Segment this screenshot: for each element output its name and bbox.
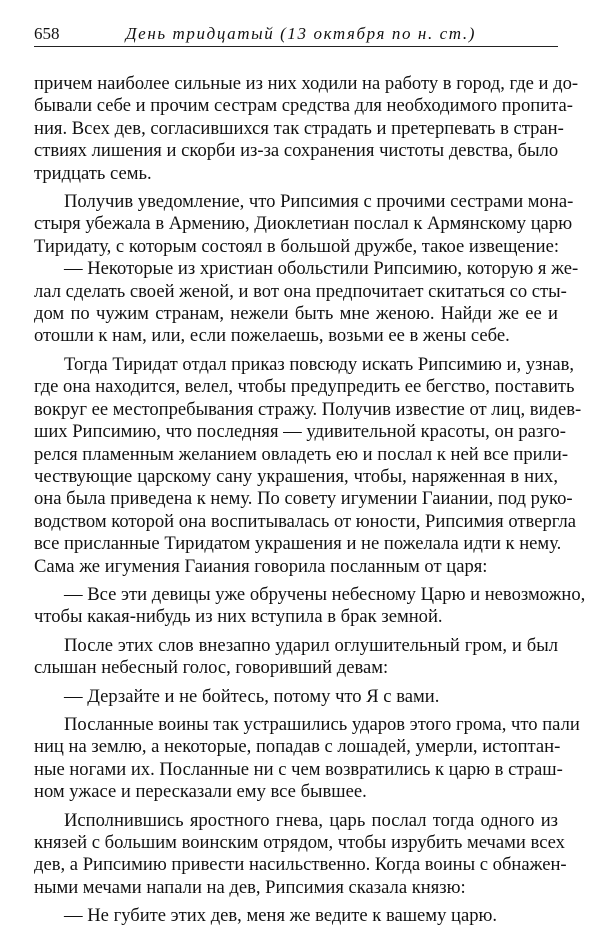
paragraph-3-quote (34, 258, 579, 348)
text-line: причем наиболее сильные из них ходили на работу в город, где и до- (34, 73, 579, 94)
text-line: Посланные воины так устрашились ударов этого грома, что пали (64, 713, 580, 735)
paragraph-9 (34, 809, 567, 900)
text-line: все присланные Тиридатом украшения и не пожелала идти к нему. (34, 533, 562, 555)
text-line: лал сделать своей женой, и вот она предпочитает скитаться со сты- (34, 280, 567, 302)
text-line: дом по чужим странам, нежели быть мне женою. Найди же ее и (34, 303, 558, 325)
running-title: День тридцатый (13 октября по н. ст.) (125, 24, 476, 43)
body-text (34, 73, 586, 928)
text-line: чествующие царскому сану украшения, чтобы, наряженная в них, (34, 465, 558, 487)
text-line: Исполнившись яростного гнева, царь послал тогда одного из (64, 809, 558, 831)
paragraph-7-quote (34, 686, 558, 708)
text-line: стыря убежала в Армению, Диоклетиан послал к Армянскому царю (34, 213, 573, 235)
text-line: слышан небесный голос, говоривший девам: (34, 657, 389, 679)
text-line: Тиридату, с которым состоял в большой дружбе, такое извещение: (34, 235, 559, 257)
text-line: ном ужасе и пересказали ему все бывшее. (34, 781, 367, 803)
text-line: ные ногами их. Посланные ни с чем возвратились к царю в страш- (34, 758, 563, 780)
paragraph-8 (34, 713, 580, 804)
text-line: она была приведена к нему. По совету игумении Гаиании, под руко- (34, 488, 573, 510)
paragraph-5-quote (34, 583, 586, 629)
text-line: бывали себе и прочим сестрам средства для необходимого пропита- (34, 95, 573, 117)
text-line: вокруг ее местопребывания стражу. Получив известие от лиц, видев- (34, 398, 582, 420)
text-line: дев, а Рипсимию привести насильственно. Когда воины с обнажен- (34, 854, 567, 876)
text-line: Получив уведомление, что Рипсимия с прочими сестрами мона- (64, 191, 574, 213)
text-line: Тогда Тиридат отдал приказ повсюду искать Рипсимию и, узнав, (64, 353, 575, 375)
text-line: — Все эти девицы уже обручены небесному Царю и невозможно, (64, 583, 586, 605)
paragraph-4 (34, 353, 582, 578)
page-number: 658 (34, 24, 60, 43)
running-header (34, 22, 558, 47)
text-line: где она находится, велел, чтобы предупредить ее бегство, поставить (34, 376, 575, 398)
paragraph-6 (34, 635, 558, 680)
text-line: ния. Всех дев, согласившихся так страдать и претерпевать в стран- (34, 117, 564, 139)
paragraph-2 (34, 191, 574, 258)
text-line: ствиях лишения и скорби из-за сохранения чистоты девства, было (34, 140, 559, 162)
paragraph-1 (34, 73, 579, 185)
text-line: отошли к нам, или, если пожелаешь, возьми ее в жены себе. (34, 325, 510, 347)
text-line: После этих слов внезапно ударил оглушительный гром, и был (64, 634, 558, 656)
text-line: ниц на землю, а некоторые, попадав с лошадей, умерли, истоптан- (34, 736, 561, 758)
text-line: — Дерзайте и не бойтесь, потому что Я с вами. (64, 685, 440, 707)
text-line: — Некоторые из христиан обольстили Рипсимию, которую я же- (64, 258, 579, 280)
text-line: тридцать семь. (34, 162, 152, 184)
paragraph-10-quote (34, 905, 558, 927)
text-line: чтобы какая-нибудь из них вступила в брак земной. (34, 606, 443, 628)
text-line: князей с большим воинским отрядом, чтобы изрубить мечами всех (34, 832, 565, 853)
text-line: водством которой она воспитывалась от юности, Рипсимия отвергла (34, 510, 576, 532)
text-line: Сама же игумения Гаиания говорила посланным от царя: (34, 555, 488, 577)
text-line: ными мечами напали на дев, Рипсимия сказала князю: (34, 876, 466, 898)
text-line: ших Рипсимию, что последняя — удивительной красоты, он разго- (34, 421, 566, 443)
text-line: релся пламенным желанием овладеть ею и послал к ней все прили- (34, 443, 569, 465)
text-line: — Не губите этих дев, меня же ведите к вашему царю. (64, 905, 498, 927)
